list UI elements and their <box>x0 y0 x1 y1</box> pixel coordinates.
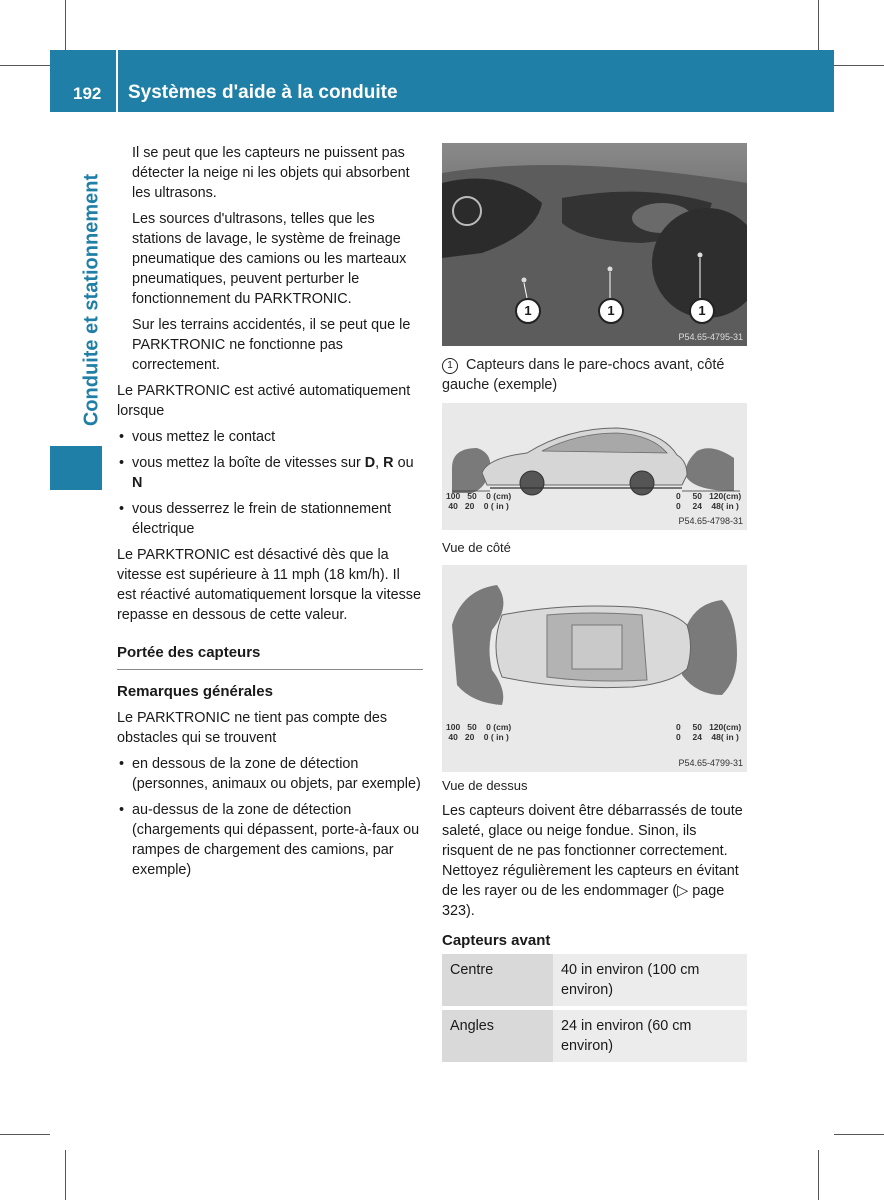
figure-code: P54.65-4795-31 <box>678 332 743 342</box>
list-item-text: vous mettez la boîte de vitesses sur D, R ou N <box>132 455 414 491</box>
section-heading-block <box>117 643 423 670</box>
list-item <box>117 453 423 493</box>
scale-left: 100 50 0 (cm) 40 20 0 ( in ) <box>446 722 512 742</box>
header-divider <box>116 50 118 112</box>
table-row <box>442 1008 747 1064</box>
crop-mark <box>818 0 819 50</box>
sensor-photo <box>442 143 747 346</box>
figure-code: P54.65-4799-31 <box>678 758 743 768</box>
caption-number: 1 <box>442 358 458 374</box>
list-item: • vous desserrez le frein de stationnement électrique <box>117 499 423 539</box>
paragraph: Sur les terrains accidentés, il se peut que le PARKTRONIC ne fonctionne pas correctement. <box>132 317 411 373</box>
figure-caption: Vue de côté <box>442 540 511 555</box>
crop-mark <box>834 65 884 66</box>
section-tab-label: Conduite et stationnement <box>80 173 103 427</box>
page-number: 192 <box>73 84 102 103</box>
side-view-diagram <box>442 403 747 530</box>
table-cell-value: 24 in environ (60 cm environ) <box>553 1008 747 1064</box>
crop-mark <box>65 1150 66 1200</box>
list-item: • vous mettez le contact <box>117 427 423 447</box>
section-heading: Portée des capteurs <box>117 644 261 661</box>
table-cell-label: Angles <box>442 1008 553 1064</box>
right-column-text <box>442 801 748 951</box>
figure-code: P54.65-4798-31 <box>678 516 743 526</box>
page-title: Systèmes d'aide à la conduite <box>128 82 398 103</box>
top-view-diagram <box>442 565 747 772</box>
scale-right: 0 50 120(cm) 0 24 48( in ) <box>676 491 742 511</box>
table-cell-label: Centre <box>442 954 553 1008</box>
crop-mark <box>0 65 50 66</box>
callout-marker: 1 <box>515 298 541 324</box>
sensor-range-table <box>442 954 747 1066</box>
paragraph: Le PARKTRONIC est activé automatiquement lorsque <box>117 383 411 419</box>
table-row <box>442 954 747 1008</box>
crop-mark <box>0 1134 50 1135</box>
subsection-heading: Capteurs avant <box>442 932 551 949</box>
left-column <box>117 143 423 886</box>
figure-caption: Vue de dessus <box>442 778 528 793</box>
caption-text: Capteurs dans le pare-chocs avant, côté gauche (exemple) <box>442 357 725 393</box>
crop-mark <box>834 1134 884 1135</box>
list-item: • en dessous de la zone de détection (personnes, animaux ou objets, par exemple) <box>117 754 423 794</box>
paragraph: Le PARKTRONIC ne tient pas compte des obstacles qui se trouvent <box>117 710 388 746</box>
figure-caption <box>442 355 747 395</box>
callout-marker: 1 <box>598 298 624 324</box>
section-tab-marker <box>50 446 102 490</box>
paragraph: Les sources d'ultrasons, telles que les stations de lavage, le système de freinage pneumatique des camions ou les marteaux pneumatiques, peuvent perturber le fonctionnement du PARKTRONIC. <box>132 211 407 307</box>
paragraph: Le PARKTRONIC est désactivé dès que la vitesse est supérieure à 11 mph (18 km/h). Il est réactivé automatiquement lorsque la vitesse repasse en dessous de cette valeur. <box>117 547 421 623</box>
paragraph: Il se peut que les capteurs ne puissent pas détecter la neige ni les objets qui absorbent les ultrasons. <box>132 145 410 201</box>
paragraph: Les capteurs doivent être débarrassés de toute saleté, glace ou neige fondue. Sinon, ils risquent de ne pas fonctionner correctement. Nettoyez régulièrement les capteurs en évitant de les rayer ou de les endommager (▷ page 323). <box>442 803 743 919</box>
crop-mark <box>65 0 66 50</box>
list-item: • au-dessus de la zone de détection (chargements qui dépassent, porte-à-faux ou rampes de chargement des camions, par exemple) <box>117 800 423 880</box>
subsection-heading: Remarques générales <box>117 683 273 700</box>
table-cell-value: 40 in environ (100 cm environ) <box>553 954 747 1008</box>
scale-left: 100 50 0 (cm) 40 20 0 ( in ) <box>446 491 512 511</box>
scale-right: 0 50 120(cm) 0 24 48( in ) <box>676 722 742 742</box>
callout-marker: 1 <box>689 298 715 324</box>
crop-mark <box>818 1150 819 1200</box>
